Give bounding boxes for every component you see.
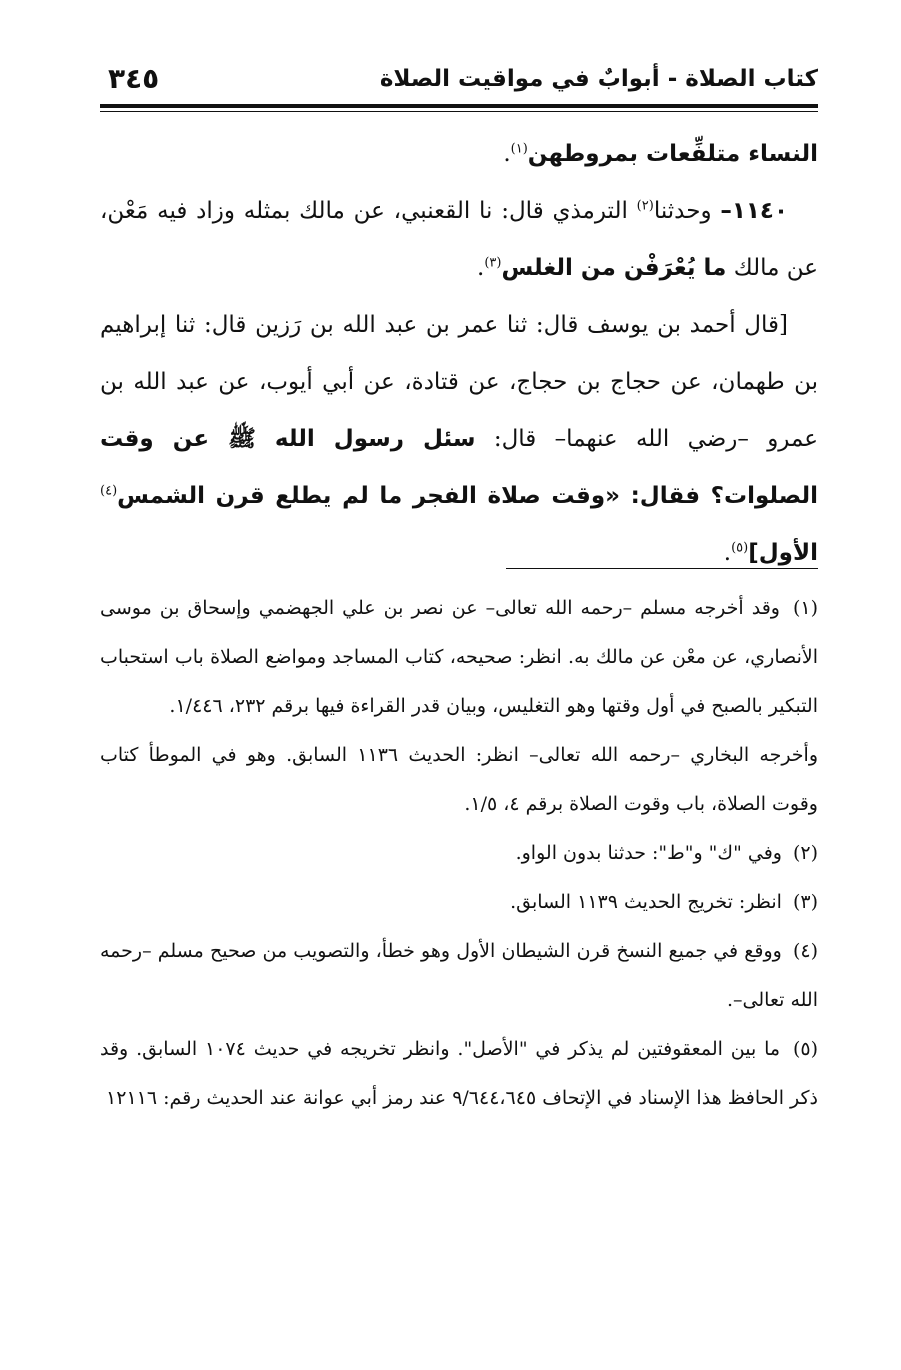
footnote-number: (٤): [792, 940, 818, 962]
punctuation: .: [503, 141, 511, 167]
book-page: [100, 0, 818, 1370]
main-text: [100, 126, 818, 582]
footnote-text: وأخرجه البخاري –رحمه الله تعالى– انظر: الحديث ١١٣٦ السابق. وهو في الموطأ كتاب وقوت الصلاة، باب وقوت الصلاة برقم ٤، ١/٥.: [100, 744, 818, 815]
footnote-text: وفي "ك" و"ط": حدثنا بدون الواو.: [515, 842, 782, 864]
punctuation: .: [477, 255, 485, 281]
narration-text: [قال أحمد بن يوسف قال: ثنا عمر بن عبد الله بن رَزين قال: ثنا إبراهيم بن طهمان، عن حجاج بن حجاج، عن قتادة، عن أبي أيوب، عن عبد الله بن عمرو –رضي الله عنهما– قال:: [100, 312, 819, 452]
running-title: كتاب الصلاة - أبوابٌ في مواقيت الصلاة: [379, 66, 818, 92]
footnote-separator: [506, 568, 818, 569]
footnote-ref: (٣): [484, 255, 502, 271]
bold-text: ما يُعْرَفْن من الغلس: [501, 255, 727, 281]
footnote-number: (٢): [792, 842, 818, 864]
footnote-ref: (٥): [731, 540, 749, 556]
bracketed-narration: [100, 297, 818, 582]
hadith-dash: –: [720, 198, 732, 224]
footnote-number: (١): [792, 597, 818, 619]
footnote-text: ووقع في جميع النسخ قرن الشيطان الأول وهو خطأ، والتصويب من صحيح مسلم –رحمه الله تعالى–.: [100, 940, 818, 1011]
footnote-2: [100, 829, 818, 878]
footnote-number: (٣): [792, 891, 818, 913]
footnote-text: وقد أخرجه مسلم –رحمه الله تعالى– عن نصر بن علي الجهضمي وإسحاق بن موسى الأنصاري، عن معْن عن مالك به. انظر: صحيحه، كتاب المساجد ومواضع الصلاة باب استحباب التبكير بالصبح في أول وقتها وهو التغليس، وبيان قدر القراءة فيها برقم ٢٣٢، ١/٤٤٦.: [100, 597, 818, 717]
footnote-1-continued: [100, 731, 818, 829]
footnote-text: انظر: تخريج الحديث ١١٣٩ السابق.: [510, 891, 782, 913]
footnote-number: (٥): [792, 1038, 818, 1060]
footnotes: [100, 584, 818, 1123]
footnote-text: ما بين المعقوفتين لم يذكر في "الأصل". وانظر تخريجه في حديث ١٠٧٤ السابق. وقد ذكر الحافظ هذا الإسناد في الإتحاف ٩/٦٤٤،٦٤٥ عند رمز أبي عوانة عند الحديث رقم: ١٢١١٦: [100, 1038, 818, 1109]
footnote-5: [100, 1025, 818, 1123]
footnote-ref: (١): [510, 141, 528, 157]
page-number: ٣٤٥: [108, 62, 160, 95]
footnote-ref: (٤): [100, 483, 118, 499]
hadith-number: ١١٤٠: [731, 198, 788, 224]
header-rule-thin: [100, 111, 818, 112]
hadith-text: وحدثنا: [653, 198, 721, 224]
footnote-ref: (٢): [636, 198, 654, 214]
hadith-1140: [100, 183, 818, 297]
footnote-3: [100, 878, 818, 927]
footnote-4: [100, 927, 818, 1025]
header-rule-thick: [100, 104, 818, 108]
punctuation: .: [723, 540, 732, 566]
page-header: [100, 62, 818, 100]
bold-text: الأول]: [748, 540, 818, 566]
paragraph-continuation: [100, 126, 818, 183]
bold-text: سئل رسول الله ﷺ عن وقت الصلوات؟ فقال: «وقت صلاة الفجر ما لم يطلع قرن الشمس: [100, 426, 818, 509]
hadith-text: الترمذي قال: نا القعنبي، عن مالك بمثله وزاد فيه مَعْن، عن مالك: [100, 198, 818, 281]
footnote-1: [100, 584, 818, 731]
bold-text: النساء متلفِّعات بمروطهن: [527, 141, 818, 167]
